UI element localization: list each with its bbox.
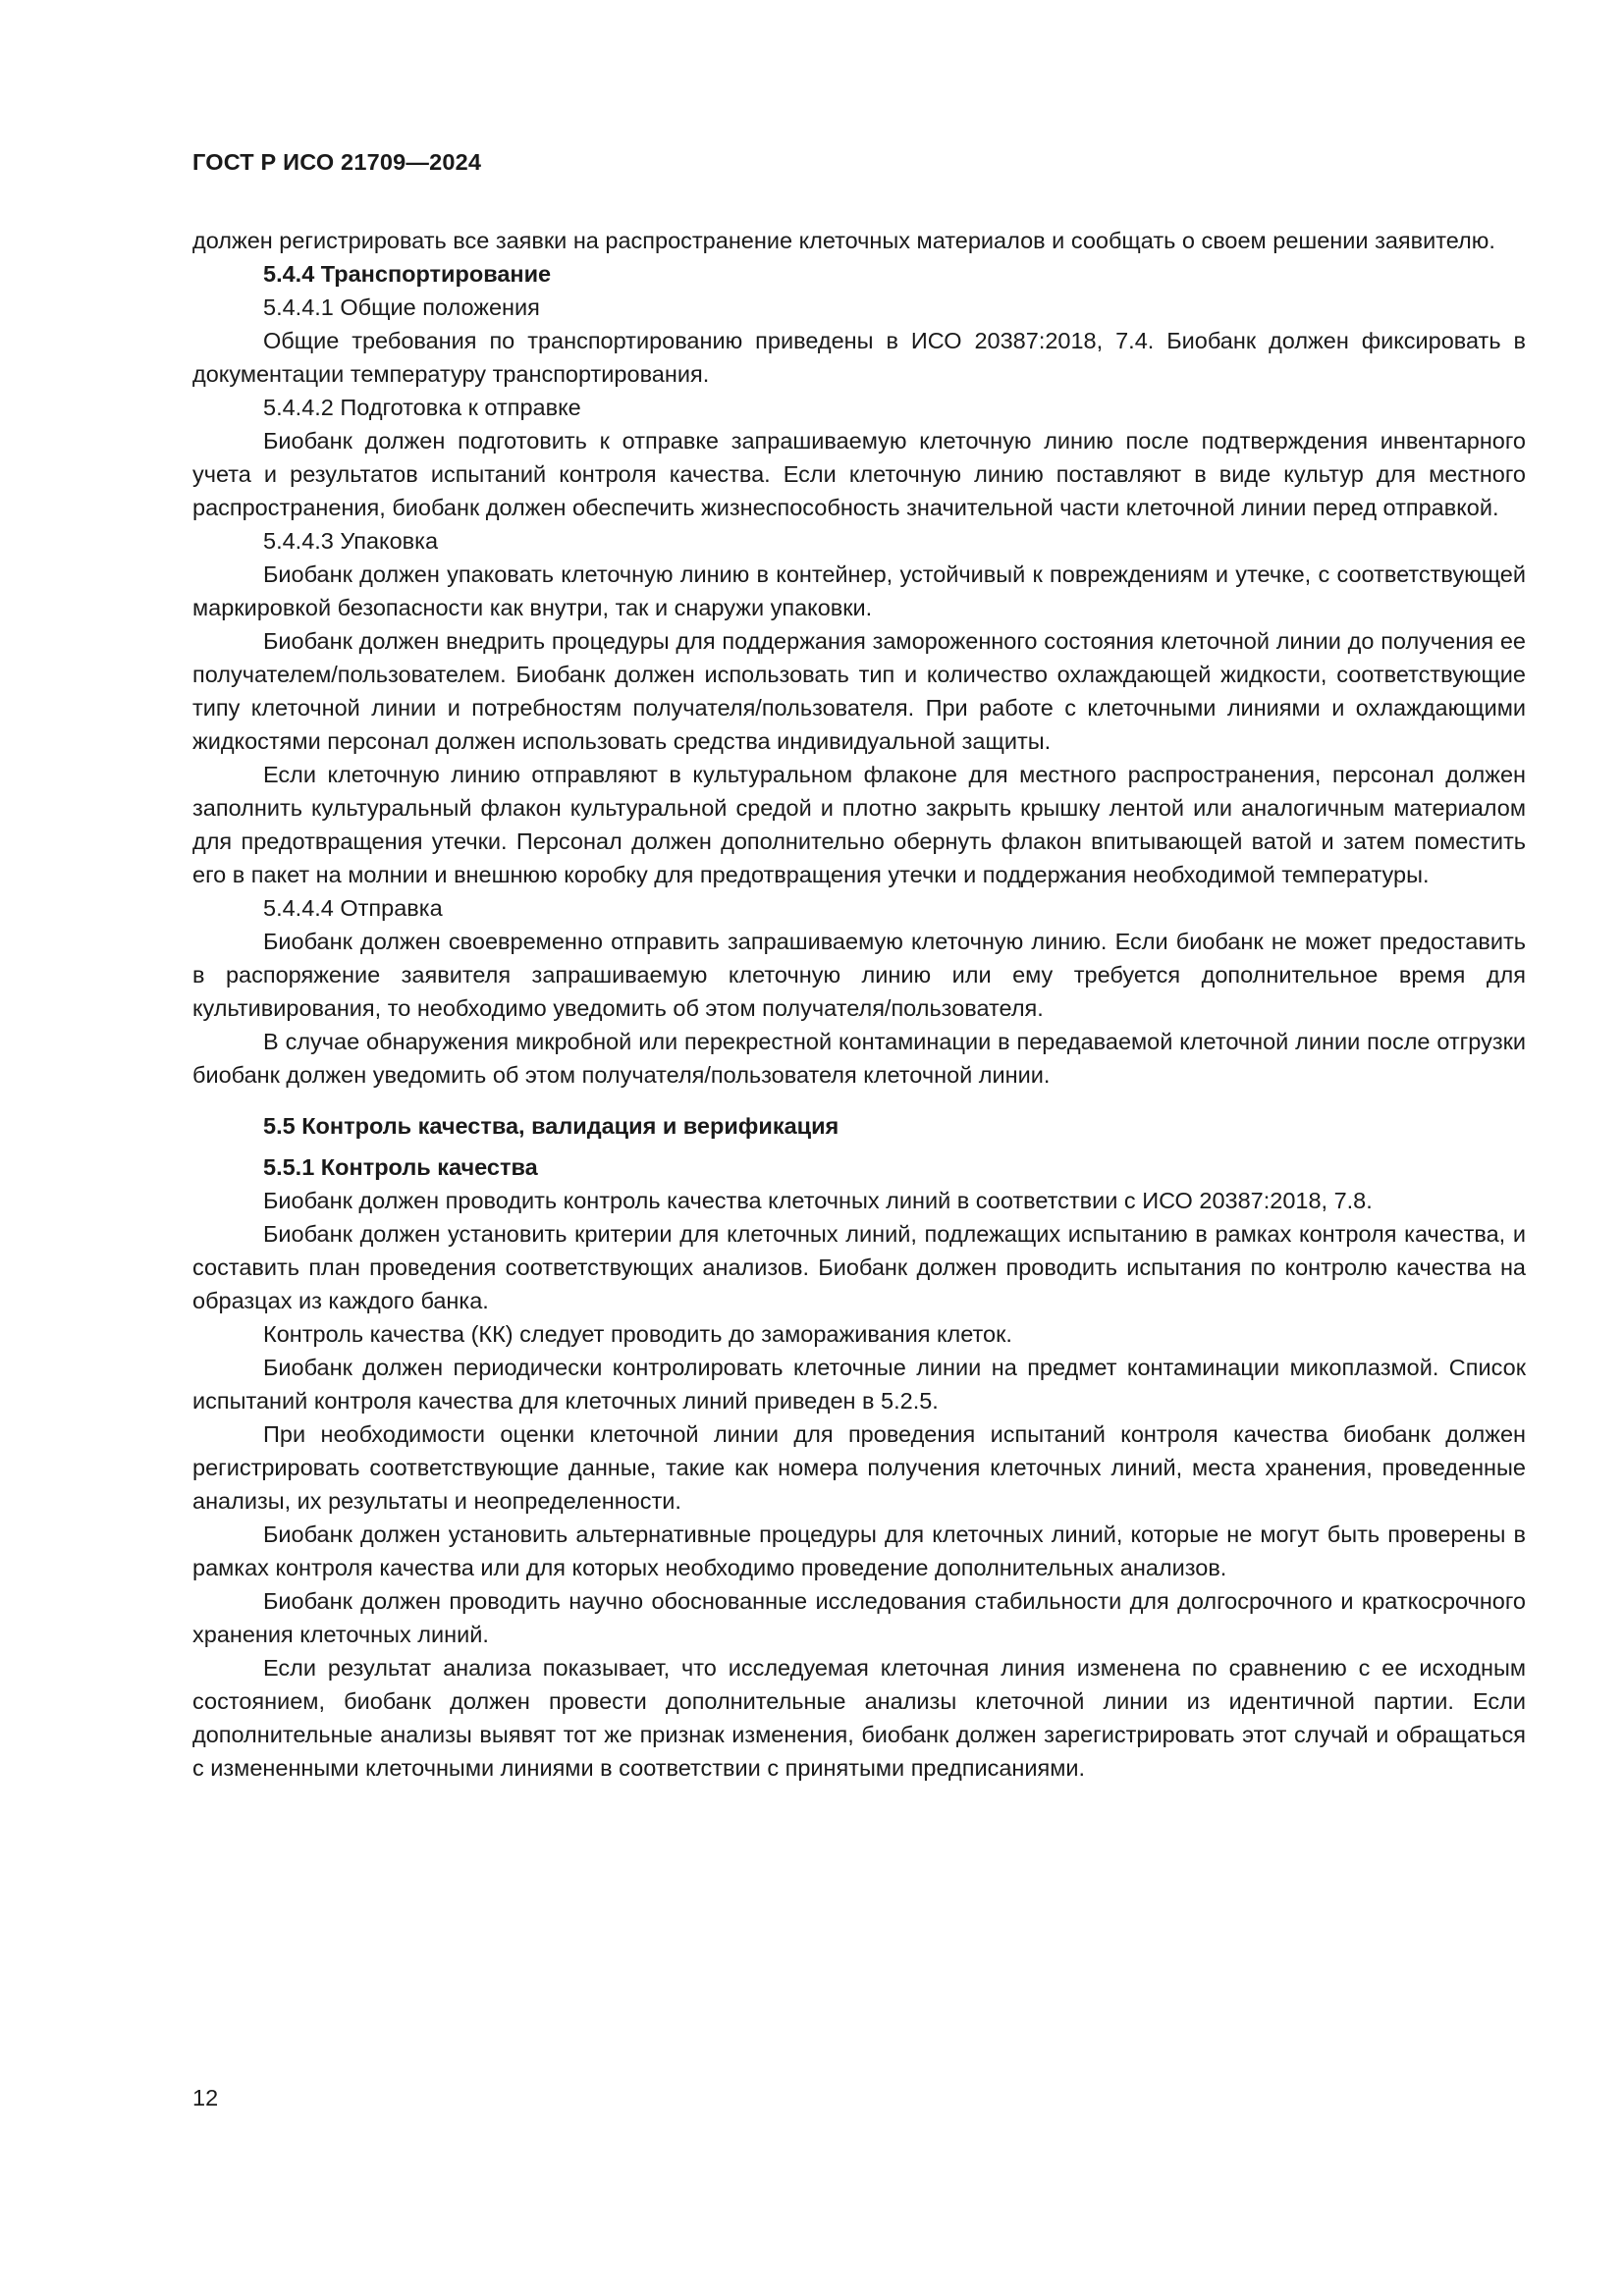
subsection-title: 5.4.4.4 Отправка xyxy=(263,895,443,921)
section-heading-5-4-4: 5.4.4 Транспортирование xyxy=(263,261,552,287)
paragraph: Биобанк должен проводить контроль качества клеточных линий в соответствии с ИСО 20387:2018, 7.8. xyxy=(263,1188,1373,1213)
paragraph: Общие требования по транспортированию приведены в ИСО 20387:2018, 7.4. Биобанк должен фиксировать в документации температуру транспортирования. xyxy=(192,328,1526,387)
paragraph: Биобанк должен установить критерии для клеточных линий, подлежащих испытанию в рамках контроля качества, и составить план проведения соответствующих анализов. Биобанк должен проводить испытания по контролю качества на образцах из каждого банка. xyxy=(192,1221,1526,1313)
paragraph: Биобанк должен подготовить к отправке запрашиваемую клеточную линию после подтверждения инвентарного учета и результатов испытаний контроля качества. Если клеточную линию поставляют в виде культур для местного распространения, биобанк должен обеспечить жизнеспособность значительной части клеточной линии перед отправкой. xyxy=(192,428,1526,520)
document-header: ГОСТ Р ИСО 21709—2024 xyxy=(192,149,482,175)
paragraph: Биобанк должен периодически контролировать клеточные линии на предмет контаминации микоплазмой. Список испытаний контроля качества для клеточных линий приведен в 5.2.5. xyxy=(192,1355,1526,1414)
paragraph: Биобанк должен установить альтернативные процедуры для клеточных линий, которые не могут быть проверены в рамках контроля качества или для которых необходимо проведение дополнительных анализов. xyxy=(192,1522,1526,1580)
paragraph: Контроль качества (КК) следует проводить до замораживания клеток. xyxy=(263,1321,1012,1347)
paragraph: При необходимости оценки клеточной линии для проведения испытаний контроля качества биобанк должен регистрировать соответствующие данные, такие как номера получения клеточных линий, места хранения, проведенные анализы, их результаты и неопределенности. xyxy=(192,1421,1526,1514)
paragraph: Биобанк должен внедрить процедуры для поддержания замороженного состояния клеточной линии до получения ее получателем/пользователем. Биобанк должен использовать тип и количество охлаждающей жидкости, соответствующие типу клеточной линии и потребностям получателя/пользователя. При работе с клеточными линиями и охлаждающими жидкостями персонал должен использовать средства индивидуальной защиты. xyxy=(192,628,1526,754)
section-heading-5-5-1: 5.5.1 Контроль качества xyxy=(263,1154,538,1180)
section-heading-5-5: 5.5 Контроль качества, валидация и верификация xyxy=(263,1113,839,1139)
paragraph: Если результат анализа показывает, что исследуемая клеточная линия изменена по сравнению с ее исходным состоянием, биобанк должен провести дополнительные анализы клеточной линии из идентичной партии. Если дополнительные анализы выявят тот же признак изменения, биобанк должен зарегистрировать этот случай и обращаться с измененными клеточными линиями в соответствии с принятыми предписаниями. xyxy=(192,1655,1526,1781)
subsection-title: 5.4.4.3 Упаковка xyxy=(263,528,439,554)
paragraph: В случае обнаружения микробной или перекрестной контаминации в передаваемой клеточной линии после отгрузки биобанк должен уведомить об этом получателя/пользователя клеточной линии. xyxy=(192,1029,1526,1088)
subsection-title: 5.4.4.2 Подготовка к отправке xyxy=(263,395,581,420)
paragraph: Биобанк должен упаковать клеточную линию в контейнер, устойчивый к повреждениям и утечке, с соответствующей маркировкой безопасности как внутри, так и снаружи упаковки. xyxy=(192,561,1526,620)
document-body xyxy=(192,224,1526,1785)
paragraph: должен регистрировать все заявки на распространение клеточных материалов и сообщать о своем решении заявителю. xyxy=(192,228,1495,253)
paragraph: Биобанк должен проводить научно обоснованные исследования стабильности для долгосрочного и краткосрочного хранения клеточных линий. xyxy=(192,1588,1526,1647)
paragraph: Если клеточную линию отправляют в культуральном флаконе для местного распространения, персонал должен заполнить культуральный флакон культуральной средой и плотно закрыть крышку лентой или аналогичным материалом для предотвращения утечки. Персонал должен дополнительно обернуть флакон впитывающей ватой и затем поместить его в пакет на молнии и внешнюю коробку для предотвращения утечки и поддержания необходимой температуры. xyxy=(192,762,1526,887)
paragraph: Биобанк должен своевременно отправить запрашиваемую клеточную линию. Если биобанк не может предоставить в распоряжение заявителя запрашиваемую клеточную линию или ему требуется дополнительное время для культивирования, то необходимо уведомить об этом получателя/пользователя. xyxy=(192,929,1526,1021)
page-number: 12 xyxy=(192,2085,219,2110)
subsection-title: 5.4.4.1 Общие положения xyxy=(263,294,540,320)
